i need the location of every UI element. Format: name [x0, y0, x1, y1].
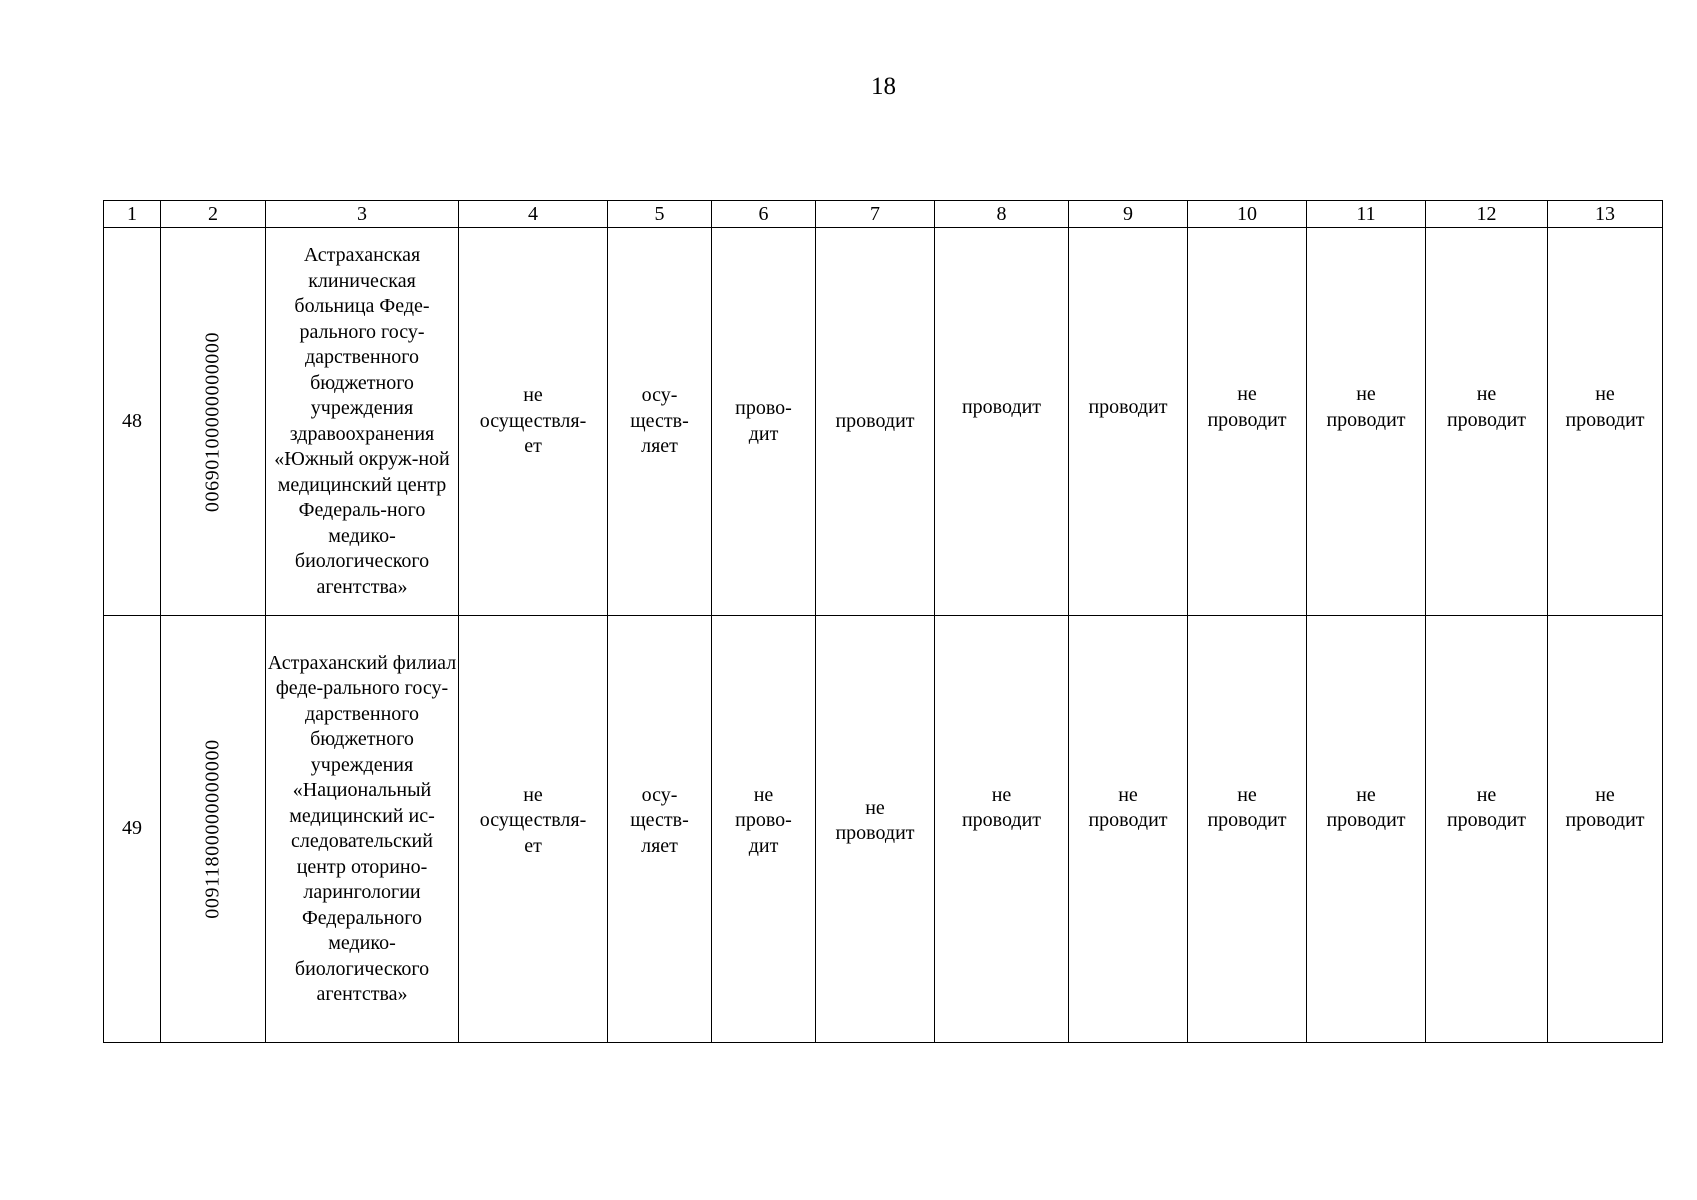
status-text: не прово-дит [735, 783, 792, 857]
status-text: не проводит [1446, 783, 1527, 831]
table-row [104, 228, 1663, 616]
column-header: 10 [1188, 201, 1307, 228]
column-header: 5 [608, 201, 712, 228]
status-cell [459, 616, 608, 1043]
status-cell [608, 616, 712, 1043]
status-text: не проводит [1326, 783, 1406, 831]
column-header: 2 [161, 201, 266, 228]
status-text: не проводит [961, 783, 1042, 831]
column-header: 1 [104, 201, 161, 228]
org-code: 00690100000000000 [201, 331, 224, 512]
org-name-cell [266, 228, 459, 616]
org-code: 00911800000000000 [201, 739, 224, 919]
status-cell [608, 228, 712, 616]
status-cell [1188, 228, 1307, 616]
table-row [104, 616, 1663, 1043]
column-header: 9 [1069, 201, 1188, 228]
org-name: Астраханский филиал феде-рального госу-дарственного бюджетного учреждения «Национальный медицинский ис-следовательский центр оторино-ларингологии Федерального медико-биологического агентства» [267, 651, 457, 1005]
column-header: 12 [1426, 201, 1548, 228]
column-header: 13 [1548, 201, 1663, 228]
table-header-row [104, 201, 1663, 228]
status-text: не проводит [1207, 383, 1287, 431]
status-text: осу-ществ-ляет [630, 783, 689, 857]
page-number: 18 [871, 73, 896, 100]
status-text: не проводит [1088, 783, 1168, 831]
status-cell [816, 228, 935, 616]
column-header: 4 [459, 201, 608, 228]
status-text: проводит [835, 409, 915, 432]
column-header: 7 [816, 201, 935, 228]
status-text: осу-ществ-ляет [630, 384, 689, 458]
status-cell [935, 616, 1069, 1043]
column-header: 6 [712, 201, 816, 228]
column-header: 3 [266, 201, 459, 228]
status-cell [1548, 616, 1663, 1043]
org-name: Астраханская клиническая больница Феде-рального госу-дарственного бюджетного учреждения здравоохранения «Южный окруж-ной медицинский центр Федераль-ного медико-биологического агентства» [274, 244, 450, 598]
status-text: не проводит [1565, 383, 1645, 431]
status-cell [1426, 616, 1548, 1043]
status-cell [712, 616, 816, 1043]
status-cell [1307, 616, 1426, 1043]
status-cell [459, 228, 608, 616]
status-cell [1069, 228, 1188, 616]
status-text: не осуществля-ет [479, 783, 587, 857]
status-text: не проводит [1565, 783, 1645, 831]
status-text: не проводит [1326, 383, 1406, 431]
status-cell [1307, 228, 1426, 616]
column-header: 8 [935, 201, 1069, 228]
row-number: 49 [104, 616, 161, 1043]
status-cell [1069, 616, 1188, 1043]
status-cell [935, 228, 1069, 616]
status-cell [1426, 228, 1548, 616]
status-text: не осуществля-ет [479, 384, 587, 458]
status-cell [1188, 616, 1307, 1043]
status-text: прово-дит [735, 397, 792, 445]
org-code-cell [161, 228, 266, 616]
row-number: 48 [104, 228, 161, 616]
status-text: проводит [1088, 395, 1168, 418]
status-text: не проводит [1207, 783, 1287, 831]
registry-table [103, 200, 1663, 1043]
status-text: не проводит [835, 796, 915, 844]
column-header: 11 [1307, 201, 1426, 228]
org-code-cell [161, 616, 266, 1043]
status-text: проводит [961, 395, 1042, 418]
status-cell [816, 616, 935, 1043]
status-cell [1548, 228, 1663, 616]
org-name-cell [266, 616, 459, 1043]
status-cell [712, 228, 816, 616]
status-text: не проводит [1446, 383, 1527, 431]
